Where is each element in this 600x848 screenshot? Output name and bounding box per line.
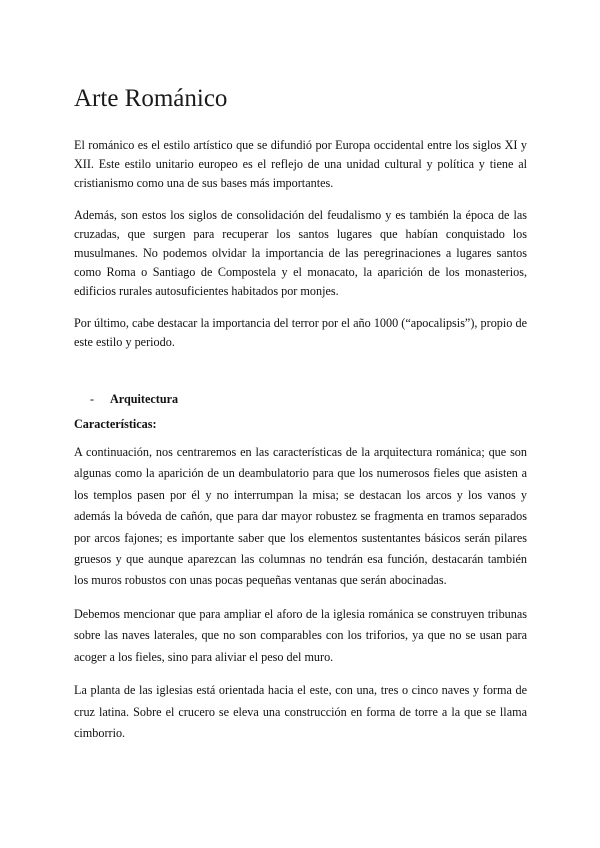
section-spacer — [74, 364, 527, 392]
body-paragraph-1: A continuación, nos centraremos en las características de la arquitectura románica; que son algunas como la aparición de un deambulatorio para que los numerosos fieles que asisten a los templos pasen por él y no interrumpan la misa; se destacan los arcos y los vanos y además la bóveda de cañón, que para dar mayor robustez se fragmenta en tramos separados por arcos fajones; es importante saber que los elementos sustentantes básicos serán pilares gruesos y que aunque aparezcan las columnas no tendrán esa función, destacarán también los muros robustos con unas pocas pequeñas ventanas que serán abocinadas. — [74, 445, 527, 588]
bullet-dash: - — [90, 392, 95, 407]
document-page — [74, 84, 527, 756]
body-paragraph-2: Debemos mencionar que para ampliar el aforo de la iglesia románica se construyen tribunas sobre las naves laterales, que no son comparables con los triforios, ya que no se usan para acoger a los fieles, sino para aliviar el peso del muro. — [74, 606, 527, 664]
page-title: Arte Románico — [74, 85, 228, 112]
section-heading-arquitectura — [90, 392, 527, 407]
section-heading-label: Arquitectura — [110, 392, 179, 407]
subheading-caracteristicas: Características: — [74, 417, 157, 432]
body-paragraph-3: La planta de las iglesias está orientada hacia el este, con una, tres o cinco naves y forma de cruz latina. Sobre el crucero se eleva una construcción en forma de torre a la que se llama cimborrio. — [74, 683, 527, 740]
intro-paragraph-3: Por último, cabe destacar la importancia del terror por el año 1000 (“apocalipsis”), propio de este estilo y periodo. — [74, 315, 527, 349]
intro-paragraph-2: Además, son estos los siglos de consolidación del feudalismo y es también la época de las cruzadas, que surgen para recuperar los santos lugares que habían conquistado los musulmanes. No podemos olvidar la importancia de las peregrinaciones a lugares santos como Roma o Santiago de Compostela y el monacato, la aparición de los monasterios, edificios rurales autosuficientes habitados por monjes. — [74, 207, 527, 299]
intro-paragraph-1: El románico es el estilo artístico que se difundió por Europa occidental entre los siglos XI y XII. Este estilo unitario europeo es el reflejo de una unidad cultural y política y tiene al cristianismo como una de sus bases más importantes. — [74, 138, 527, 191]
